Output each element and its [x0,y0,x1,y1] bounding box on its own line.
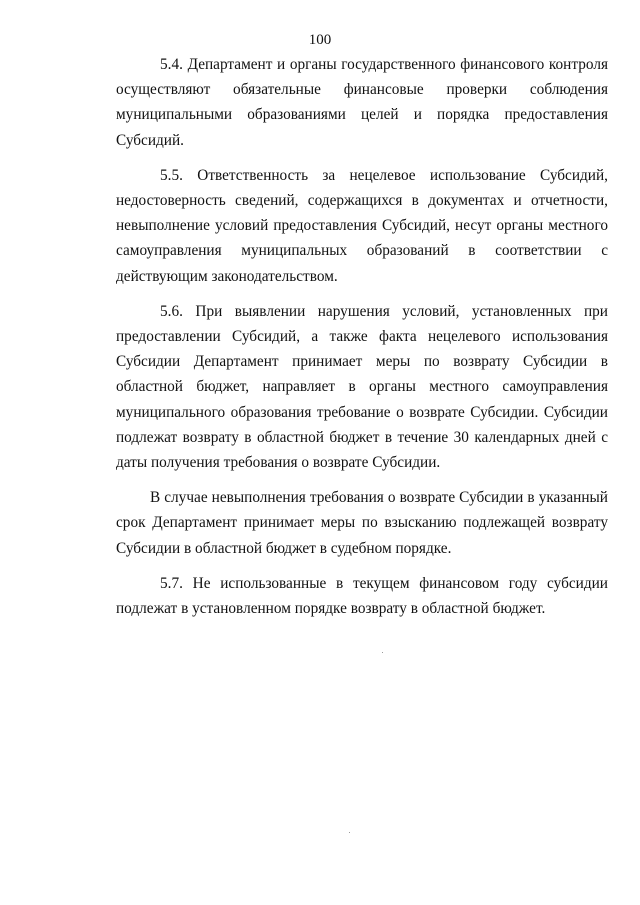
paragraph-5-7 [116,571,608,621]
paragraph-text: При выявлении нарушения условий, установленных при предоставлении Субсидий, а также факта нецелевого использования Субсидии Департамент принимает меры по возврату Субсидии в областной бюджет, направляет в органы местного самоуправления муниципального образования требование о возврате Субсидии. Субсидии подлежат возврату в областной бюджет в течение 30 календарных дней с даты получения требования о возврате Субсидии. [116,302,608,472]
paragraph-number: 5.5. [160,166,183,184]
paragraph-5-6 [116,299,608,475]
paragraph-text: Департамент и органы государственного финансового контроля осуществляют обязательные финансовые проверки соблюдения муниципальными образованиями целей и порядка предоставления Субсидий. [116,56,608,149]
paragraph-5-4 [116,52,608,153]
paragraph-text: Ответственность за нецелевое использование Субсидий, недостоверность сведений, содержащихся в документах и отчетности, невыполнение условий предоставления Субсидий, несут органы местного самоуправления муниципальных образований в соответствии с действующим законодательством. [116,166,608,285]
scan-speck [349,832,350,833]
page-number: 100 [308,32,332,48]
paragraph-number: 5.7. [160,574,183,592]
scan-speck [382,652,383,653]
document-body [116,52,608,631]
paragraph-text: В случае невыполнения требования о возврате Субсидии в указанный срок Департамент принимает меры по взысканию подлежащей возврату Субсидии в областной бюджет в судебном порядке. [116,489,608,557]
paragraph-5-5 [116,163,608,289]
paragraph-5-6-continuation [116,485,608,561]
paragraph-number: 5.6. [160,302,183,320]
paragraph-text: Не использованные в текущем финансовом году субсидии подлежат в установленном порядке возврату в областной бюджет. [116,574,608,618]
paragraph-number: 5.4. [160,56,183,73]
